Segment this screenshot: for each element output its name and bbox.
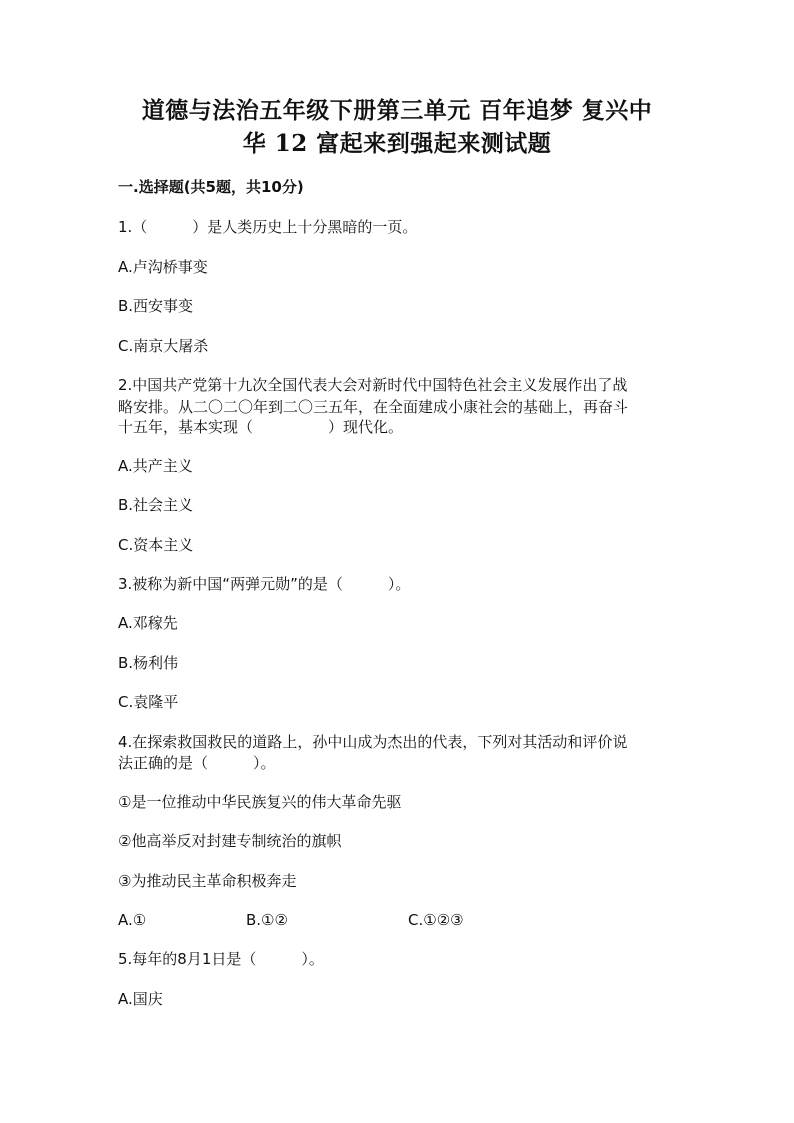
question-4-statement-3: ③为推动民主革命积极奔走 <box>118 872 297 890</box>
question-2-option-b: B.社会主义 <box>118 496 194 514</box>
question-2-stem-line-1: 2.中国共产党第十九次全国代表大会对新时代中国特色社会主义发展作出了战 <box>118 376 628 394</box>
question-4-stem-line-2: 法正确的是（ ）。 <box>118 754 276 772</box>
question-3-option-a: A.邓稼先 <box>118 614 178 632</box>
question-1-option-a: A.卢沟桥事变 <box>118 258 208 276</box>
question-4-option-b: B.①② <box>246 911 288 929</box>
question-3-option-b: B.杨利伟 <box>118 654 179 672</box>
section-heading: 一.选择题(共5题，共10分) <box>118 178 304 196</box>
page-title-line-1: 道德与法治五年级下册第三单元 百年追梦 复兴中 <box>141 97 653 124</box>
question-2-stem-line-2: 略安排。从二〇二〇年到二〇三五年，在全面建成小康社会的基础上，再奋斗 <box>118 398 629 416</box>
question-2-stem-line-3: 十五年，基本实现（ ）现代化。 <box>118 418 404 436</box>
question-1-option-b: B.西安事变 <box>118 297 194 315</box>
page-title-line-2: 华 12 富起来到强起来测试题 <box>242 130 552 157</box>
question-3-option-c: C.袁隆平 <box>118 693 179 711</box>
question-1-stem: 1.（ ）是人类历史上十分黑暗的一页。 <box>118 218 418 236</box>
question-4-option-c: C.①②③ <box>408 911 464 929</box>
question-4-statement-1: ①是一位推动中华民族复兴的伟大革命先驱 <box>118 793 402 811</box>
question-4-statement-2: ②他高举反对封建专制统治的旗帜 <box>118 832 342 850</box>
question-2-option-c: C.资本主义 <box>118 536 194 554</box>
question-4-stem-line-1: 4.在探索救国救民的道路上，孙中山成为杰出的代表，下列对其活动和评价说 <box>118 733 628 751</box>
question-4-option-a: A.① <box>118 911 147 929</box>
question-5-stem: 5.每年的8月1日是（ ）。 <box>118 950 324 968</box>
question-1-option-c: C.南京大屠杀 <box>118 337 209 355</box>
question-2-option-a: A.共产主义 <box>118 457 193 475</box>
question-3-stem: 3.被称为新中国“两弹元勋”的是（ ）。 <box>118 575 411 593</box>
question-5-option-a: A.国庆 <box>118 990 163 1008</box>
